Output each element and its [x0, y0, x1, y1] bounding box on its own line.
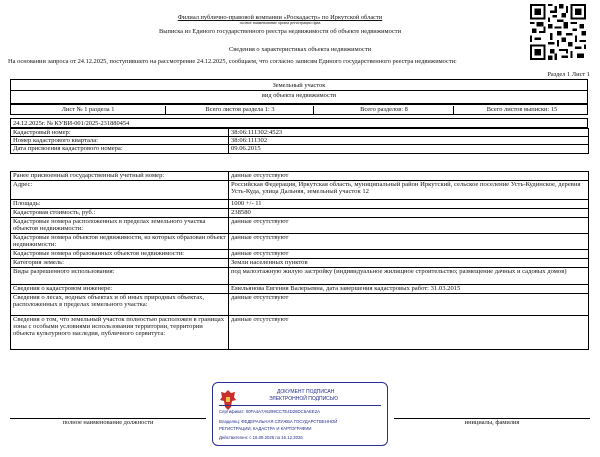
row-label: Виды разрешенного использования:	[11, 268, 229, 285]
row-label: Кадастровые номера объектов недвижимости, из которых образован объект недвижимости:	[11, 234, 229, 250]
row-label: Адрес:	[11, 181, 229, 200]
cadastral-table	[10, 128, 589, 154]
table-row	[11, 209, 589, 218]
row-value: 38:06:111302	[229, 137, 589, 145]
total-sheets: Всего листов выписки: 15	[453, 106, 590, 115]
table-row	[11, 259, 589, 268]
row-value: 238580	[229, 209, 589, 218]
org-name-caption: полное наименование органа регистрации прав	[239, 20, 321, 25]
row-value: Земли населенных пунктов	[229, 259, 589, 268]
row-value: данные отсутствуют	[229, 234, 589, 250]
row-label: Сведения о том, что земельный участок полностью расположен в границах зоны с особыми условиями использования территории, территории объекта культурного наследия, публичного сервитута:	[11, 316, 229, 350]
position-caption: полное наименование должности	[62, 419, 154, 426]
row-value: 1000 +/- 11	[229, 200, 589, 209]
doc-number-row	[10, 118, 588, 128]
row-label: Номер кадастрового квартала:	[11, 137, 229, 145]
row-value: данные отсутствуют	[229, 316, 589, 350]
row-value: данные отсутствуют	[229, 218, 589, 234]
row-label: Кадастровый номер:	[11, 129, 229, 137]
row-label: Кадастровые номера расположенных в пределах земельного участка объектов недвижимости:	[11, 218, 229, 234]
table-row	[11, 234, 589, 250]
row-value: Емельянова Евгения Валерьевна, дата завершения кадастровых работ: 31.03.2015	[229, 285, 589, 294]
table-row	[11, 172, 589, 181]
name-caption: инициалы, фамилия	[464, 419, 520, 426]
table-row	[11, 200, 589, 209]
table-row	[11, 268, 589, 285]
row-label: Дата присвоения кадастрового номера:	[11, 145, 229, 153]
request-basis: На основании запроса от 24.12.2025, поступившего на рассмотрение 24.12.2025, сообщаем, что согласно записям Единого государственного реестра недвижимости:	[8, 58, 457, 65]
row-value: данные отсутствуют	[229, 250, 589, 259]
stamp-cert: Сертификат: 00FA4A7A6299CC7E4D26DC6AEE2A	[219, 409, 321, 414]
stamp-title-1: ДОКУМЕНТ ПОДПИСАН	[277, 389, 335, 395]
section-title: Сведения о характеристиках объекта недвижимости	[228, 46, 372, 53]
stamp-owner: Владелец: ФЕДЕРАЛЬНАЯ СЛУЖБА ГОСУДАРСТВЕННОЙ	[219, 419, 338, 424]
table-row	[11, 129, 589, 137]
table-row	[11, 285, 589, 294]
sheet-info-row	[10, 104, 588, 115]
total-sections: Всего разделов: 8	[313, 106, 454, 115]
stamp-owner-2: РЕГИСТРАЦИИ, КАДАСТРА И КАРТОГРАФИИ	[219, 426, 312, 431]
object-type-box	[10, 79, 588, 104]
row-label: Категория земель:	[11, 259, 229, 268]
org-name: Филиал публично-правовой компании «Роскадастр» по Иркутской области	[177, 14, 383, 21]
e-signature-stamp	[212, 382, 388, 446]
row-label: Сведения о кадастровом инженере:	[11, 285, 229, 294]
row-value: данные отсутствуют	[229, 172, 589, 181]
object-type-caption: вид объекта недвижимости	[261, 92, 337, 99]
row-label: Кадастровые номера образованных объектов недвижимости:	[11, 250, 229, 259]
stamp-title-2: ЭЛЕКТРОННОЙ ПОДПИСЬЮ	[269, 396, 339, 402]
row-value: под малоэтажную жилую застройку (индивидуальное жилищное строительство; размещение дачных и садовых домов)	[229, 268, 589, 285]
section-sheet-label: Раздел 1 Лист 1	[547, 71, 590, 78]
table-row	[11, 250, 589, 259]
table-row	[11, 181, 589, 200]
characteristics-table	[10, 171, 589, 350]
table-row	[11, 218, 589, 234]
sheets-in-section: Всего листов раздела 1: 3	[165, 106, 314, 115]
row-label: Кадастровая стоимость, руб.:	[11, 209, 229, 218]
row-label: Сведения о лесах, водных объектах и об иных природных объектах, расположенных в пределах земельного участка:	[11, 294, 229, 316]
coat-of-arms-icon	[219, 389, 237, 411]
stamp-valid: Действителен: с 16.09.2025 по 16.12.2026	[219, 435, 303, 440]
row-label: Ранее присвоенный государственный учетный номер:	[11, 172, 229, 181]
row-label: Площадь:	[11, 200, 229, 209]
row-value: Российская Федерация, Иркутская область, муниципальный район Иркутский, сельское поселение Усть-Кудинское, деревня Усть-Куда, улица Дальняя, земельный участок 12	[229, 181, 589, 200]
row-value: 38:06:111302:4523	[229, 129, 589, 137]
extract-title: Выписка из Единого государственного реестра недвижимости об объекте недвижимости	[158, 28, 401, 35]
sheet-number: Лист № 1 раздела 1	[61, 106, 115, 113]
row-value: 09.06.2015	[229, 145, 589, 153]
table-row	[11, 145, 589, 153]
table-row	[11, 316, 589, 350]
table-row	[11, 137, 589, 145]
row-value: данные отсутствуют	[229, 294, 589, 316]
doc-number: 24.12.2025г. № КУВИ-001/2025-231880454	[13, 120, 130, 127]
object-type: Земельный участок	[272, 82, 326, 89]
table-row	[11, 294, 589, 316]
